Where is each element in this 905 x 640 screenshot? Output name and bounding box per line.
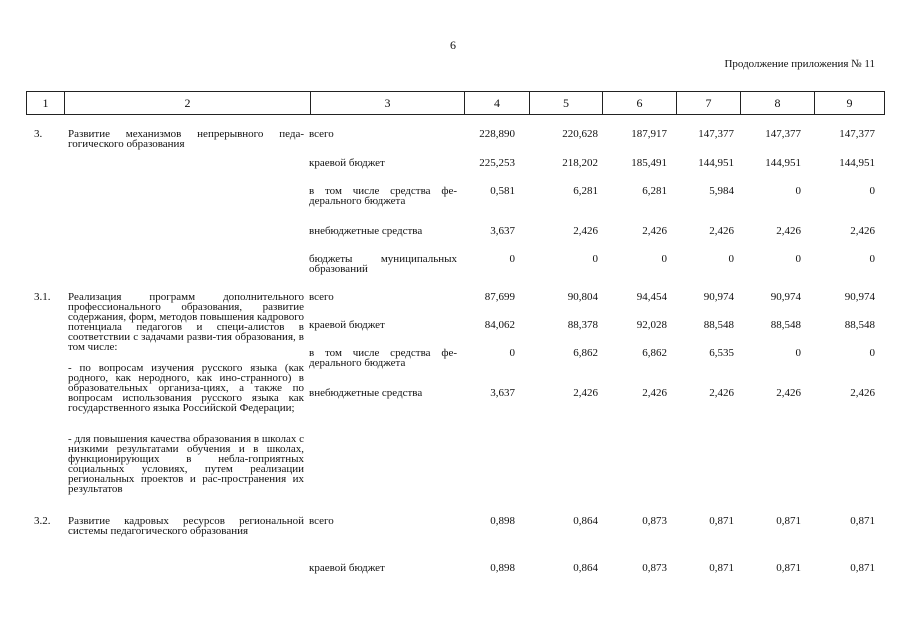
col-header-8: 8 xyxy=(741,92,815,115)
value-cell: 0,873 xyxy=(642,562,667,574)
value-cell: 2,426 xyxy=(850,387,875,399)
row-code: 3.2. xyxy=(34,515,51,527)
source-total: всего xyxy=(309,515,334,527)
value-cell: 3,637 xyxy=(490,387,515,399)
value-cell: 90,804 xyxy=(567,291,598,303)
value-cell: 90,974 xyxy=(770,291,801,303)
col-header-6: 6 xyxy=(603,92,677,115)
col-header-1: 1 xyxy=(27,92,65,115)
row-name: Развитие механизмов непрерывного педа-гогического образования xyxy=(68,128,304,150)
value-cell: 0,871 xyxy=(709,515,734,527)
source-regional: краевой бюджет xyxy=(309,562,385,574)
value-cell: 0 xyxy=(869,347,875,359)
value-cell: 6,535 xyxy=(709,347,734,359)
value-cell: 0 xyxy=(795,347,801,359)
value-cell: 94,454 xyxy=(636,291,667,303)
value-cell: 225,253 xyxy=(479,157,515,169)
value-cell: 0 xyxy=(728,253,734,265)
col-header-9: 9 xyxy=(815,92,885,115)
row-code: 3.1. xyxy=(34,291,51,303)
value-cell: 6,862 xyxy=(573,347,598,359)
value-cell: 0,871 xyxy=(850,515,875,527)
value-cell: 0,873 xyxy=(642,515,667,527)
value-cell: 88,548 xyxy=(770,319,801,331)
value-cell: 88,378 xyxy=(567,319,598,331)
value-cell: 92,028 xyxy=(636,319,667,331)
value-cell: 0 xyxy=(869,253,875,265)
source-extrabudgetary: внебюджетные средства xyxy=(309,387,423,399)
value-cell: 2,426 xyxy=(642,387,667,399)
value-cell: 0,871 xyxy=(850,562,875,574)
page-number: 6 xyxy=(450,38,456,52)
row-name: Реализация программ дополнительного профессионального образования, развитие содержания, форм, методов повышения кадрового потенциала педагогов и специ-алистов в соответствии с задачами разви-тия образования, в том числе: xyxy=(68,291,304,353)
row-subitem: - по вопросам изучения русского языка (как родного, как неродного, как ино-странного) в образовательных организа-циях, а также по вопросам использования русского языка как государственного языка Российской Федерации; xyxy=(68,362,304,414)
value-cell: 5,984 xyxy=(709,185,734,197)
value-cell: 6,281 xyxy=(573,185,598,197)
value-cell: 3,637 xyxy=(490,225,515,237)
source-federal: в том числе средства фе-дерального бюджета xyxy=(309,347,457,369)
row-name: Развитие кадровых ресурсов региональной системы педагогического образования xyxy=(68,515,304,537)
source-regional: краевой бюджет xyxy=(309,157,385,169)
value-cell: 2,426 xyxy=(642,225,667,237)
value-cell: 2,426 xyxy=(709,387,734,399)
value-cell: 2,426 xyxy=(709,225,734,237)
col-header-3: 3 xyxy=(311,92,465,115)
col-header-5: 5 xyxy=(530,92,603,115)
col-header-2: 2 xyxy=(65,92,311,115)
source-municipal: бюджеты муниципальных образований xyxy=(309,253,457,275)
col-header-4: 4 xyxy=(465,92,530,115)
value-cell: 144,951 xyxy=(839,157,875,169)
value-cell: 187,917 xyxy=(631,128,667,140)
row-code: 3. xyxy=(34,128,43,140)
row-subitem: - для повышения качества образования в школах с низкими результатами обучения и в школах, функционирующих в небла-гоприятных социальных условиях, путем реализации региональных проектов и рас-пространения их результатов xyxy=(68,433,304,495)
source-extrabudgetary: внебюджетные средства xyxy=(309,225,423,237)
value-cell: 88,548 xyxy=(703,319,734,331)
value-cell: 0,581 xyxy=(490,185,515,197)
value-cell: 0 xyxy=(795,253,801,265)
value-cell: 0 xyxy=(592,253,598,265)
value-cell: 90,974 xyxy=(703,291,734,303)
value-cell: 6,862 xyxy=(642,347,667,359)
source-total: всего xyxy=(309,291,334,303)
value-cell: 0 xyxy=(661,253,667,265)
value-cell: 0 xyxy=(795,185,801,197)
value-cell: 6,281 xyxy=(642,185,667,197)
value-cell: 2,426 xyxy=(573,387,598,399)
value-cell: 2,426 xyxy=(776,225,801,237)
value-cell: 0 xyxy=(869,185,875,197)
value-cell: 87,699 xyxy=(484,291,515,303)
col-header-7: 7 xyxy=(677,92,741,115)
value-cell: 0,898 xyxy=(490,562,515,574)
value-cell: 0,871 xyxy=(776,515,801,527)
value-cell: 84,062 xyxy=(484,319,515,331)
value-cell: 0,871 xyxy=(709,562,734,574)
source-federal: в том числе средства фе-дерального бюджета xyxy=(309,185,457,207)
source-total: всего xyxy=(309,128,334,140)
column-header-table xyxy=(26,91,885,115)
value-cell: 90,974 xyxy=(844,291,875,303)
value-cell: 228,890 xyxy=(479,128,515,140)
value-cell: 147,377 xyxy=(839,128,875,140)
value-cell: 2,426 xyxy=(776,387,801,399)
value-cell: 0,898 xyxy=(490,515,515,527)
value-cell: 144,951 xyxy=(698,157,734,169)
value-cell: 2,426 xyxy=(573,225,598,237)
value-cell: 220,628 xyxy=(562,128,598,140)
value-cell: 144,951 xyxy=(765,157,801,169)
value-cell: 2,426 xyxy=(850,225,875,237)
value-cell: 0 xyxy=(509,347,515,359)
value-cell: 185,491 xyxy=(631,157,667,169)
value-cell: 0,871 xyxy=(776,562,801,574)
value-cell: 147,377 xyxy=(765,128,801,140)
value-cell: 0 xyxy=(509,253,515,265)
value-cell: 147,377 xyxy=(698,128,734,140)
value-cell: 218,202 xyxy=(562,157,598,169)
value-cell: 88,548 xyxy=(844,319,875,331)
continuation-label: Продолжение приложения № 11 xyxy=(724,58,875,70)
value-cell: 0,864 xyxy=(573,515,598,527)
source-regional: краевой бюджет xyxy=(309,319,385,331)
value-cell: 0,864 xyxy=(573,562,598,574)
